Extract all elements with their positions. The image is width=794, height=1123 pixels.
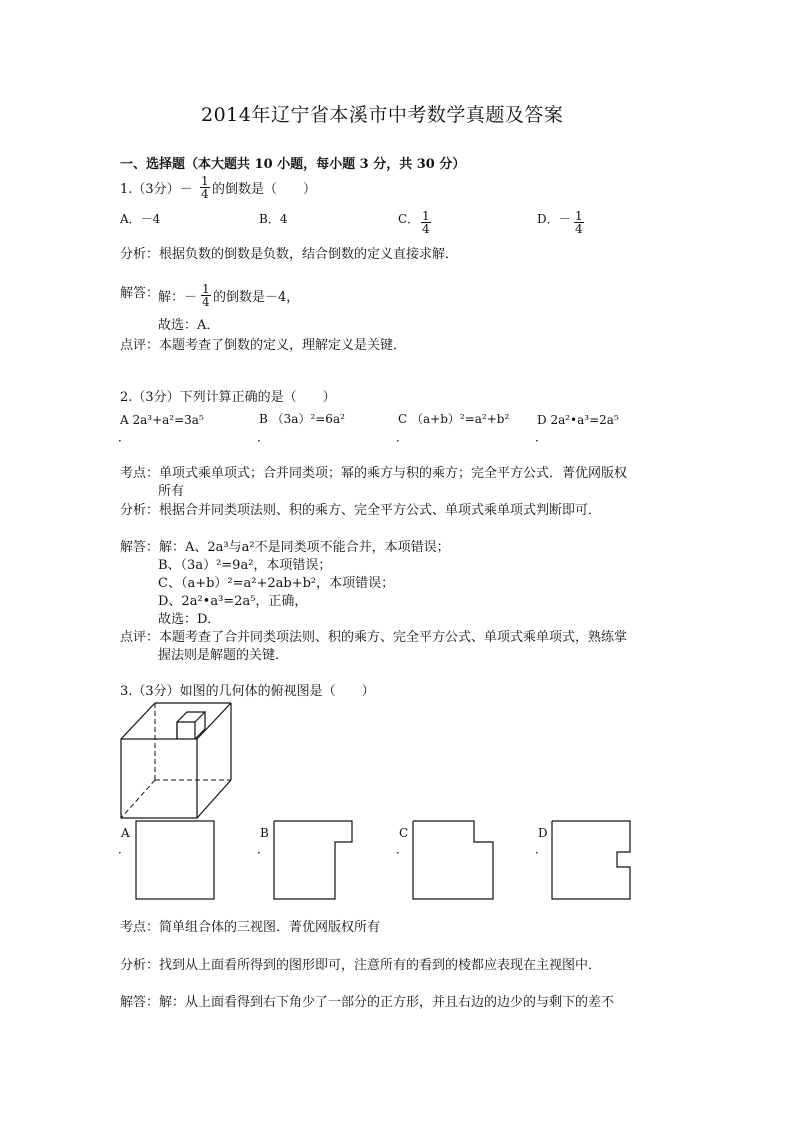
q2-answer-line4: D、2a²•a³=2a⁵，正确， — [158, 594, 308, 609]
q3-option-b-label: B — [260, 826, 269, 840]
q1-answer-prefix: 解：－ — [158, 290, 198, 305]
q1-stem-fraction: $\frac{1}{4}$ — [201, 174, 209, 201]
q1-option-d-fraction: $\frac{1}{4}$ — [575, 209, 583, 236]
q2-kaodian: 考点：单项式乘单项式；合并同类项；幂的乘方与积的乘方；完全平方公式．菁优网版权 — [120, 466, 628, 481]
q3-option-b-dot: ． — [257, 842, 270, 856]
section-header: 一、选择题（本大题共 10 小题，每小题 3 分，共 30 分） — [120, 157, 466, 172]
q2-option-c: C （a+b）²=a²+b² — [398, 412, 510, 426]
q1-stem-suffix: 的倒数是（ ） — [212, 182, 317, 197]
q1-answer-fraction: $\frac{1}{4}$ — [202, 282, 210, 309]
q2-option-c-dot: ． — [396, 430, 409, 444]
q3-option-c-label: C — [399, 826, 409, 840]
q2-option-a: A 2a³+a²=3a⁵ — [120, 413, 204, 427]
q2-analysis: 分析：根据合并同类项法则、积的乘方、完全平方公式、单项式乘单项式判断即可． — [120, 503, 602, 518]
q1-answer-choice: 故选：A． — [158, 318, 220, 333]
q2-answer-line3: C、（a+b）²=a²+2ab+b²，本项错误； — [158, 576, 395, 591]
q3-option-c-figure — [412, 820, 494, 900]
q3-answer: 解答：解：从上面看得到右下角少了一部分的正方形，并且右边的边少的与剩下的差不 — [120, 995, 615, 1010]
q2-option-a-dot: ． — [118, 430, 131, 444]
q1-answer-label: 解答： — [120, 286, 160, 301]
q1-option-c-fraction: $\frac{1}{4}$ — [422, 209, 430, 236]
q1-answer-suffix: 的倒数是－4， — [213, 290, 300, 305]
q3-option-d-figure — [551, 820, 631, 900]
q1-option-d-label: D．－ — [537, 212, 571, 226]
q2-stem: 2.（3分）下列计算正确的是（ ） — [120, 390, 336, 405]
q2-answer-line2: B、（3a）²=9a²，本项错误； — [158, 558, 332, 573]
q2-answer: 解答：解：A、2a³与a²不是同类项不能合并，本项错误； — [120, 540, 450, 555]
q3-option-d-label: D — [538, 826, 548, 840]
q3-analysis: 分析：找到从上面看所得到的图形即可，注意所有的看到的棱都应表现在主视图中． — [120, 958, 602, 973]
page-title: 2014年辽宁省本溪市中考数学真题及答案 — [201, 104, 564, 126]
q3-option-c-dot: ． — [396, 842, 409, 856]
q2-kaodian-line2: 所有 — [158, 484, 185, 499]
q1-option-a: A．－4 — [120, 212, 161, 226]
q2-option-d-dot: ． — [535, 430, 548, 444]
q3-kaodian: 考点：简单组合体的三视图．菁优网版权所有 — [120, 920, 381, 935]
q3-option-b-figure — [273, 820, 353, 900]
q1-analysis: 分析：根据负数的倒数是负数，结合倒数的定义直接求解． — [120, 247, 459, 262]
q3-option-a-dot: ． — [118, 842, 131, 856]
q3-solid-figure — [115, 697, 245, 827]
q3-stem: 3.（3分）如图的几何体的俯视图是（ ） — [120, 684, 375, 699]
q2-answer-choice: 故选：D． — [158, 612, 221, 627]
q1-stem-prefix: 1.（3分）－ — [120, 182, 193, 197]
q2-option-d: D 2a²•a³=2a⁵ — [537, 413, 619, 427]
q2-comment: 点评：本题考查了合并同类项法则、积的乘方、完全平方公式、单项式乘单项式，熟练掌 — [120, 630, 628, 645]
q2-comment-line2: 握法则是解题的关键． — [158, 648, 289, 663]
q3-option-d-dot: ． — [535, 842, 548, 856]
q2-option-b: B （3a）²=6a² — [259, 412, 345, 426]
q3-option-a-label: A — [121, 826, 130, 840]
q1-option-b: B．4 — [259, 212, 288, 226]
q3-option-a-figure — [135, 820, 215, 900]
q1-option-c-label: C． — [398, 212, 420, 226]
q1-comment: 点评：本题考查了倒数的定义，理解定义是关键． — [120, 338, 407, 353]
q2-option-b-dot: ． — [257, 430, 270, 444]
